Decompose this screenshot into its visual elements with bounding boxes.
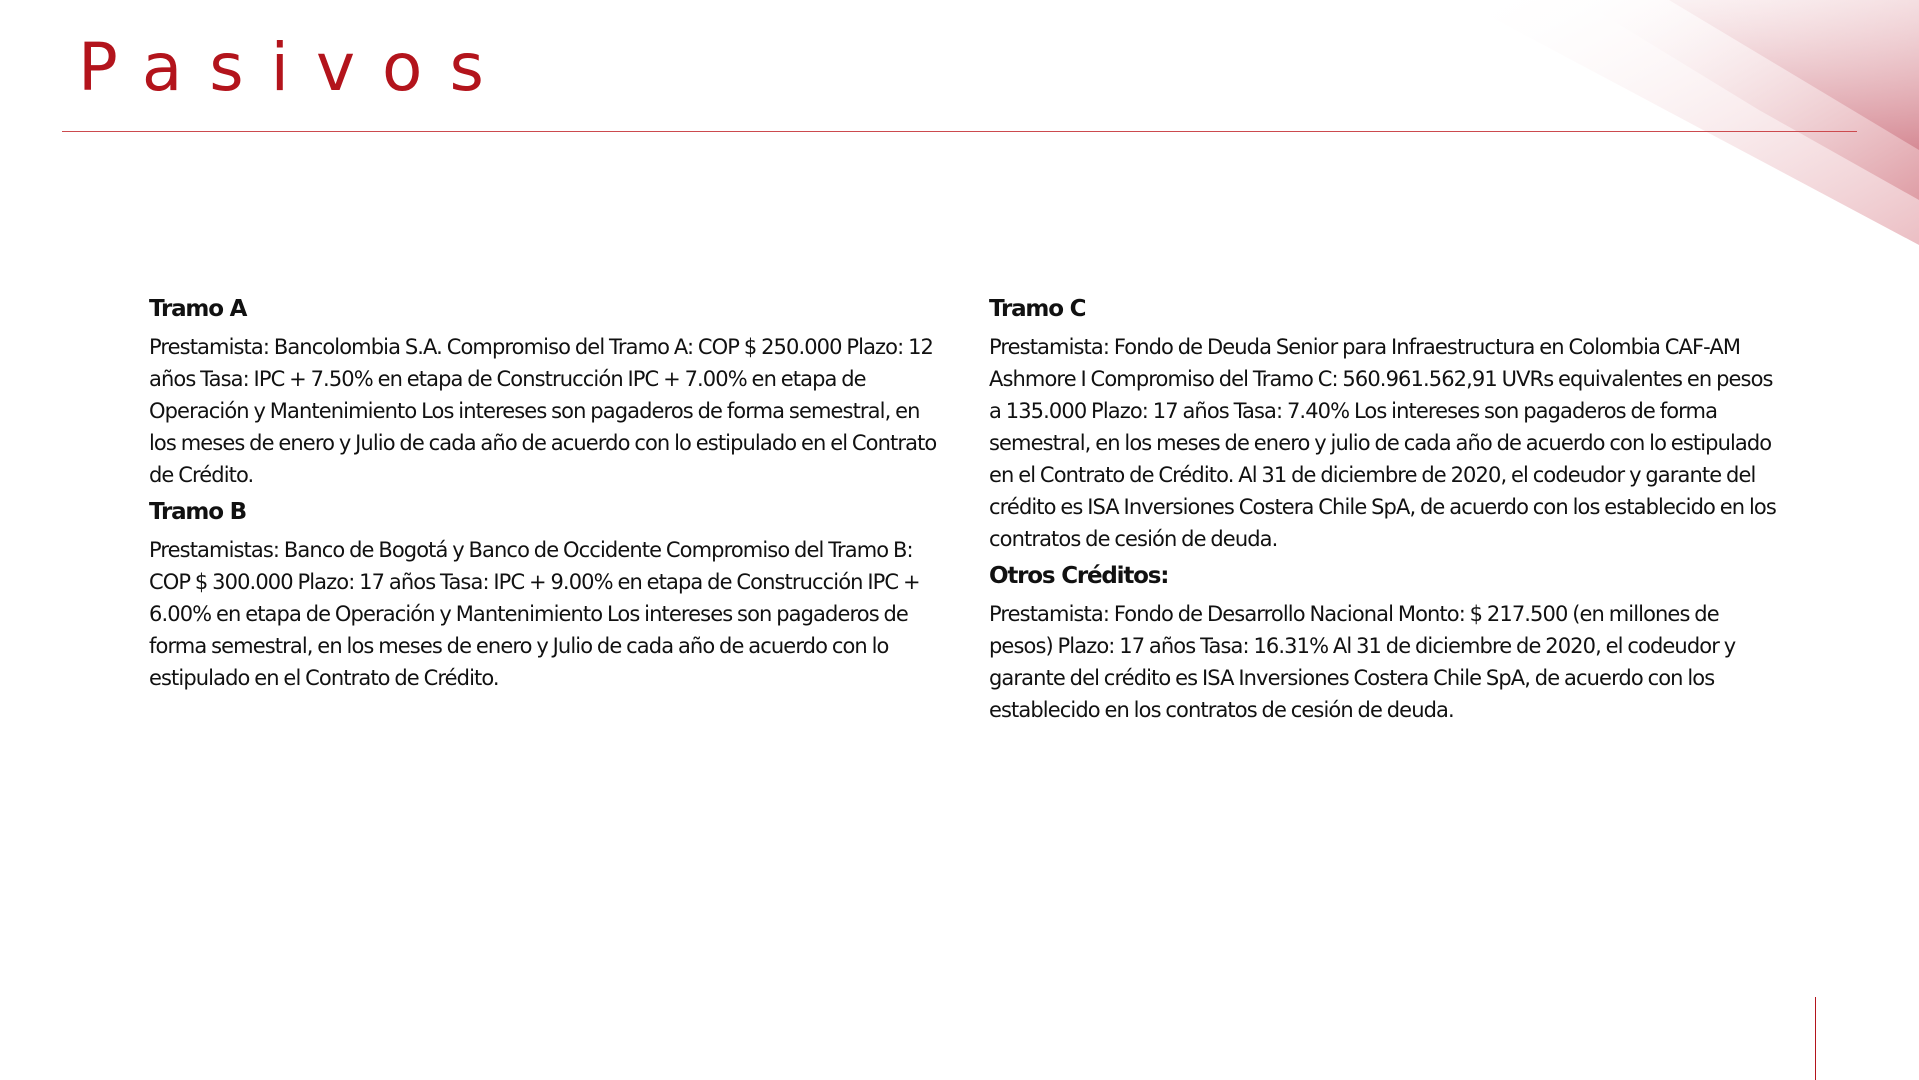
section-body: Prestamista: Bancolombia S.A. Compromiso del Tramo A: COP $ 250.000 Plazo: 12 años Tasa: IPC + 7.50% en etapa de Construcción IPC + 7.00% en etapa de Operación y Mantenimiento Los intereses son pagaderos de forma semestral, en los meses de enero y Julio de cada año de acuerdo con lo estipulado en el Contrato de Crédito. <box>149 335 937 487</box>
section-heading: Otros Créditos: <box>989 563 1169 589</box>
section-tramo-a <box>149 292 939 491</box>
section-tramo-c <box>989 292 1779 555</box>
left-column <box>149 292 939 698</box>
corner-decoration <box>1459 0 1919 260</box>
section-body: Prestamista: Fondo de Deuda Senior para Infraestructura en Colombia CAF-AM Ashmore I Compromiso del Tramo C: 560.961.562,91 UVRs equivalentes en pesos a 135.000 Plazo: 17 años Tasa: 7.40% Los intereses son pagaderos de forma semestral, en los meses de enero y julio de cada año de acuerdo con lo estipulado en el Contrato de Crédito. Al 31 de diciembre de 2020, el codeudor y garante del crédito es ISA Inversiones Costera Chile SpA, de acuerdo con los establecido en los contratos de cesión de deuda. <box>989 335 1776 551</box>
section-otros-creditos <box>989 559 1779 726</box>
section-heading: Tramo B <box>149 499 246 525</box>
title-divider <box>62 131 1857 132</box>
corner-accent-line <box>1815 997 1816 1080</box>
section-body: Prestamista: Fondo de Desarrollo Nacional Monto: $ 217.500 (en millones de pesos) Plazo: 17 años Tasa: 16.31% Al 31 de diciembre de 2020, el codeudor y garante del crédito es ISA Inversiones Costera Chile SpA, de acuerdo con los establecido en los contratos de cesión de deuda. <box>989 602 1736 722</box>
section-heading: Tramo C <box>989 296 1086 322</box>
page-title: Pasivos <box>78 29 511 106</box>
right-column <box>989 292 1779 730</box>
section-tramo-b <box>149 495 939 694</box>
section-heading: Tramo A <box>149 296 247 322</box>
section-body: Prestamistas: Banco de Bogotá y Banco de Occidente Compromiso del Tramo B: COP $ 300.000 Plazo: 17 años Tasa: IPC + 9.00% en etapa de Construcción IPC + 6.00% en etapa de Operación y Mantenimiento Los intereses son pagaderos de forma semestral, en los meses de enero y Julio de cada año de acuerdo con lo estipulado en el Contrato de Crédito. <box>149 538 920 690</box>
